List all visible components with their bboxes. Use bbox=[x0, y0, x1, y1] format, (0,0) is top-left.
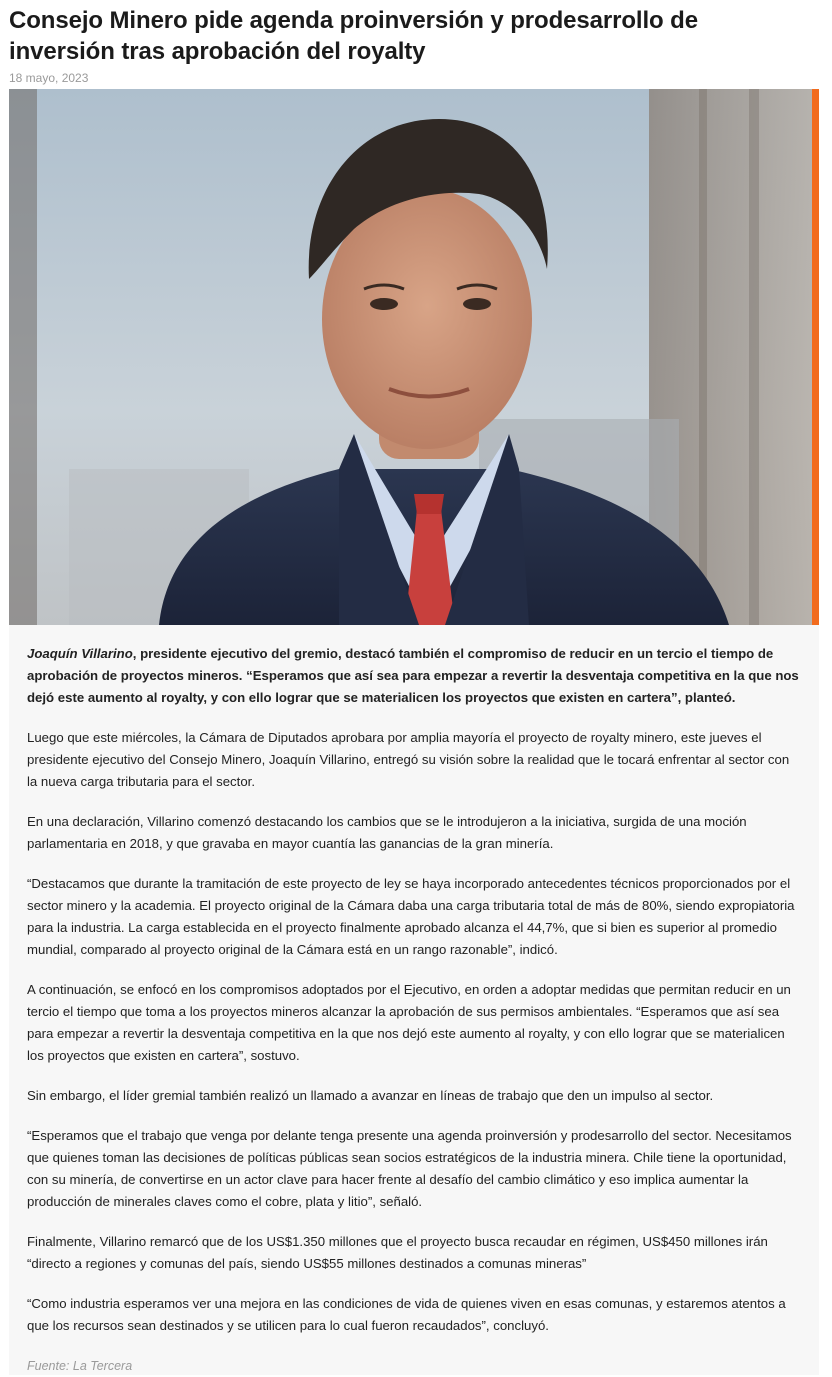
body-paragraph: A continuación, se enfocó en los compromisos adoptados por el Ejecutivo, en orden a adoptar medidas que permitan reducir en un tercio el tiempo que toma a los proyectos mineros alcanzar la aprobación de sus permisos ambientales. “Esperamos que así sea para empezar a revertir la desventaja competitiva en la que nos dejó este aumento al royalty, y con ello lograr que se materialicen los proyectos que existen en cartera”, sostuvo. bbox=[27, 982, 791, 1063]
article-date: 18 mayo, 2023 bbox=[9, 71, 89, 85]
body-paragraph: Sin embargo, el líder gremial también realizó un llamado a avanzar en líneas de trabajo que den un impulso al sector. bbox=[27, 1088, 714, 1103]
accent-bar bbox=[812, 89, 819, 625]
body-paragraph: “Destacamos que durante la tramitación de este proyecto de ley se haya incorporado antecedentes técnicos proporcionados por el sector minero y la academia. El proyecto original de la Cámara daba una carga tributaria total de más de 80%, siendo expropiatoria para la industria. La carga establecida en el proyecto finalmente aprobado alcanza el 44,7%, que si bien es superior al promedio mundial, comparado al proyecto original de la Cámara está en un rango razonable”, indicó. bbox=[27, 876, 795, 957]
article-photo bbox=[9, 89, 812, 625]
body-paragraph: En una declaración, Villarino comenzó destacando los cambios que se le introdujeron a la iniciativa, surgida de una moción parlamentaria en 2018, y que gravaba en mayor cuantía las ganancias de la gran minería. bbox=[27, 814, 747, 851]
article-title: Consejo Minero pide agenda proinversión y prodesarrollo de inversión tras aprobación del royalty bbox=[9, 7, 698, 65]
lead-paragraph bbox=[27, 643, 801, 709]
article-body bbox=[9, 625, 819, 1375]
body-paragraph: “Esperamos que el trabajo que venga por delante tenga presente una agenda proinversión y prodesarrollo del sector. Necesitamos que quienes toman las decisiones de políticas públicas sean socios estratégicos de la industria minera. Chile tiene la oportunidad, con su minería, de convertirse en un actor clave para hacer frente al desafío del cambio climático y eso implica aumentar la producción de minerales claves como el cobre, plata y litio”, señaló. bbox=[27, 1128, 792, 1209]
body-paragraph: “Como industria esperamos ver una mejora en las condiciones de vida de quienes viven en esas comunas, y estaremos atentos a que los recursos sean destinados y se utilicen para lo cual fueron recaudados”, concluyó. bbox=[27, 1296, 786, 1333]
body-paragraph: Finalmente, Villarino remarcó que de los US$1.350 millones que el proyecto busca recaudar en régimen, US$450 millones irán “directo a regiones y comunas del país, siendo US$55 millones destinados a comunas mineras” bbox=[27, 1234, 768, 1271]
lead-text: , presidente ejecutivo del gremio, destacó también el compromiso de reducir en un tercio el tiempo de aprobación de proyectos mineros. “Esperamos que así sea para empezar a revertir la desventaja competitiva en la que nos dejó este aumento al royalty, y con ello lograr que se materialicen los proyectos que existen en cartera”, planteó. bbox=[27, 646, 799, 705]
body-paragraph: Luego que este miércoles, la Cámara de Diputados aprobara por amplia mayoría el proyecto de royalty minero, este jueves el presidente ejecutivo del Consejo Minero, Joaquín Villarino, entregó su visión sobre la realidad que le tocará enfrentar al sector con la nueva carga tributaria para el sector. bbox=[27, 730, 790, 789]
lead-name: Joaquín Villarino bbox=[27, 646, 133, 661]
article-source: Fuente: La Tercera bbox=[27, 1359, 133, 1373]
